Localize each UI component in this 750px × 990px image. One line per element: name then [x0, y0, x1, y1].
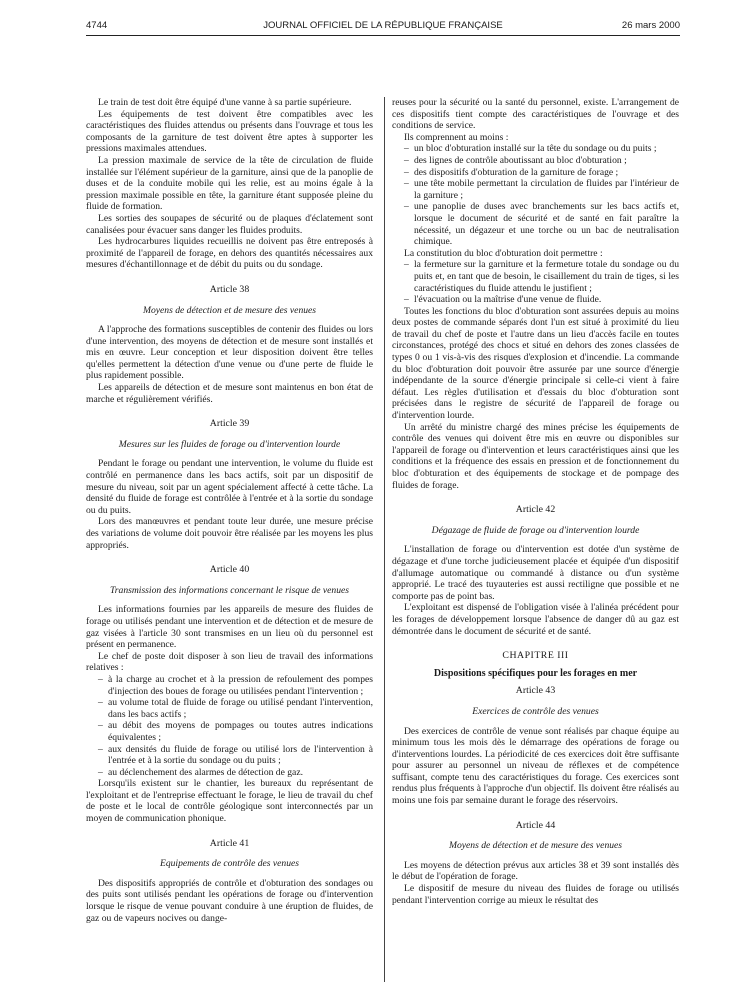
- article-39-subtitle: Mesures sur les fluides de forage ou d'intervention lourde: [118, 438, 341, 450]
- article-44-subtitle: Moyens de détection et de mesure des venues: [448, 840, 623, 852]
- list-item: – au volume total de fluide de forage ou utilisé pendant l'intervention, dans les bacs actifs ;: [98, 697, 373, 720]
- blowout-functions-list: [392, 259, 679, 305]
- paragraph: Des exercices de contrôle de venue sont réalisés par chaque équipe au minimum tous les mois dès le démarrage des opérations de forage ou d'interventions lourdes. La périodicité de ces exercices doit être suffisante pour assurer au personnel un niveau de réflexes et de compétence suffisant, compte tenu des caractéristiques du forage. Ces exercices sont rendus plus fréquents à l'approche d'un objectif. Ils doivent être réalisés au moins une fois par semaine durant le forage des réservoirs.: [392, 725, 679, 807]
- right-column: [392, 97, 679, 906]
- header-rule: [86, 35, 680, 36]
- list-item: – des lignes de contrôle aboutissant au bloc d'obturation ;: [404, 155, 679, 167]
- list-item: – la fermeture sur la garniture et la fermeture totale du sondage ou du puits et, en tant que de besoin, le cisaillement du train de tiges, si les caractéristiques du fluide attendu le justifient ;: [404, 259, 679, 294]
- list-item: – aux densités du fluide de forage ou utilisé lors de l'intervention à l'entrée et à la sortie du sondage ou du puits ;: [98, 744, 373, 767]
- equipment-list: [392, 143, 679, 247]
- column-divider: [384, 97, 385, 982]
- article-38-heading: Article 38: [209, 283, 250, 295]
- paragraph: Lors des manœuvres et pendant toute leur durée, une mesure précise des variations de volume doit pouvoir être réalisée par les moyens les plus appropriés.: [86, 516, 373, 551]
- information-list: [86, 674, 373, 778]
- article-44-heading: Article 44: [515, 819, 556, 831]
- list-item: – à la charge au crochet et à la pression de refoulement des pompes d'injection des boues de forage ou utilisées pendant l'intervention ;: [98, 674, 373, 697]
- paragraph: Les informations fournies par les appareils de mesure des fluides de forage ou utilisés pendant une intervention et de détection et de mesure de gaz visées à l'article 30 sont transmises en un lieu où du personnel est présent en permanence.: [86, 604, 373, 651]
- list-item: – une panoplie de duses avec branchements sur les bacs actifs et, lorsque le document de sécurité et de santé en fait paraître la nécessité, un dégazeur et une torche ou un bac de neutralisation chimique.: [404, 201, 679, 247]
- article-41-subtitle: Equipements de contrôle des venues: [159, 858, 300, 870]
- article-42-heading: Article 42: [515, 504, 556, 516]
- paragraph: Le dispositif de mesure du niveau des fluides de forage ou utilisés pendant l'intervention corrige au mieux le résultat des: [392, 883, 679, 906]
- paragraph: La pression maximale de service de la tête de circulation de fluide installée sur l'élément supérieur de la garniture, ainsi que de la panoplie de duses et de la conduite mobile qui les relie, est au moins égale à la pression maximale possible en tête, la garniture étant supposée pleine du fluide de formation.: [86, 154, 373, 213]
- paragraph: Les moyens de détection prévus aux articles 38 et 39 sont installés dès le début de l'opération de forage.: [392, 859, 679, 883]
- paragraph: Le chef de poste doit disposer à son lieu de travail des informations relatives :: [86, 650, 373, 674]
- article-43-heading: Article 43: [515, 685, 556, 697]
- paragraph: La constitution du bloc d'obturation doit permettre :: [404, 247, 603, 259]
- paragraph: Les équipements de test doivent être compatibles avec les caractéristiques des fluides attendus ou présents dans l'ouvrage et tous les composants de la garniture de test doivent être aptes à supporter les pressions maximales attendues.: [86, 108, 373, 155]
- list-item: – des dispositifs d'obturation de la garniture de forage ;: [404, 167, 679, 179]
- paragraph: Ils comprennent au moins :: [404, 131, 509, 143]
- list-item: – un bloc d'obturation installé sur la tête du sondage ou du puits ;: [404, 143, 679, 155]
- paragraph: reuses pour la sécurité ou la santé du personnel, existe. L'arrangement de ces dispositifs tient compte des caractéristiques de l'ouvrage et des conditions de service.: [392, 97, 679, 132]
- article-41-heading: Article 41: [209, 837, 250, 849]
- article-40-heading: Article 40: [209, 564, 250, 576]
- article-39-heading: Article 39: [209, 418, 250, 430]
- paragraph: Les sorties des soupapes de sécurité ou de plaques d'éclatement sont canalisées pour évacuer sans danger les fluides produits.: [86, 212, 373, 236]
- paragraph: L'exploitant est dispensé de l'obligation visée à l'alinéa précédent pour les forages de développement lorsque l'absence de danger dû au gaz est démontrée dans le document de sécurité et de santé.: [392, 602, 679, 637]
- chapter-title: Dispositions spécifiques pour les forages en mer: [433, 667, 638, 679]
- paragraph: Pendant le forage ou pendant une intervention, le volume du fluide est contrôlé en permanence dans les bacs actifs, soit par un dispositif de mesure du niveau, soit par un agent spécialement affecté à cette tâche. La densité du fluide de forage est contrôlée à l'entrée et à la sortie du sondage ou du puits.: [86, 458, 373, 516]
- paragraph: A l'approche des formations susceptibles de contenir des fluides ou lors d'une intervention, des moyens de détection et de mesure sont installés et mis en œuvre. Leur conception et leur disposition doivent être telles qu'elles permettent la détection d'une venue ou d'une perte de fluide le plus rapidement possible.: [86, 324, 373, 382]
- paragraph: Les appareils de détection et de mesure sont maintenus en bon état de marche et régulièrement vérifiés.: [86, 382, 373, 405]
- paragraph: L'installation de forage ou d'intervention est dotée d'un système de dégazage et d'une torche judicieusement placée et équipée d'un dispositif d'allumage automatique ou commandé à distance ou d'un système approprié. Le tracé des tuyauteries est aussi rectiligne que possible et ne comporte pas de point bas.: [392, 544, 679, 602]
- list-item: – l'évacuation ou la maîtrise d'une venue de fluide.: [404, 294, 679, 306]
- article-38-subtitle: Moyens de détection et de mesure des venues: [142, 304, 317, 316]
- journal-title: JOURNAL OFFICIEL DE LA RÉPUBLIQUE FRANÇAISE: [263, 20, 503, 31]
- article-40-subtitle: Transmission des informations concernant le risque de venues: [109, 584, 350, 596]
- chapter-label: CHAPITRE III: [502, 650, 569, 662]
- paragraph: Des dispositifs appropriés de contrôle et d'obturation des sondages ou des puits sont utilisés pendant les opérations de forage ou d'intervention lorsque le risque de venue pouvant conduire à une éruption de fluides, de gaz ou de vapeurs nocives ou dange-: [86, 877, 373, 924]
- paragraph: Toutes les fonctions du bloc d'obturation sont assurées depuis au moins deux postes de commande séparés dont l'un est situé à proximité du lieu de travail du chef de poste et l'autre dans un lieu d'accès facile en toutes circonstances, protégé des chocs et situé en dehors des zones classées de types 0 ou 1 vis-à-vis des risques d'explosion et d'incendie. La commande du bloc d'obturation doit pouvoir être assurée par une source d'énergie indépendante de la source d'énergie principale si celle-ci vient à faire défaut. Les règles d'utilisation et d'essais du bloc d'obturation sont précisées dans le registre de sécurité de l'appareil de forage ou d'intervention lourde.: [392, 305, 679, 422]
- issue-date: 26 mars 2000: [621, 20, 680, 31]
- page-number: 4744: [86, 20, 108, 31]
- article-42-subtitle: Dégazage de fluide de forage ou d'intervention lourde: [431, 524, 640, 536]
- paragraph: Les hydrocarbures liquides recueillis ne doivent pas être entreposés à proximité de l'appareil de forage, en dehors des quantités nécessaires aux mesures d'échantillonnage et de débit du puits ou du sondage.: [86, 236, 373, 271]
- paragraph: Un arrêté du ministre chargé des mines précise les équipements de contrôle des venues qui doivent être mis en œuvre ou disponibles sur l'appareil de forage ou d'intervention et leurs caractéristiques ainsi que les conditions et la fréquence des essais en pression et de fonctionnement du bloc d'obturation et des équipements de stockage et de pompage des fluides de forage.: [392, 421, 679, 491]
- paragraph: Le train de test doit être équipé d'une vanne à sa partie supérieure.: [98, 97, 352, 108]
- list-item: – au débit des moyens de pompages ou toutes autres indications équivalentes ;: [98, 720, 373, 743]
- list-item: – au déclenchement des alarmes de détection de gaz.: [98, 767, 373, 779]
- left-column: [86, 97, 373, 924]
- article-43-subtitle: Exercices de contrôle des venues: [472, 705, 599, 717]
- paragraph: Lorsqu'ils existent sur le chantier, les bureaux du représentant de l'exploitant et de l'entreprise effectuant le forage, le lieu de travail du chef de poste et le local de contrôle géologique sont interconnectés par un moyen de communication phonique.: [86, 778, 373, 825]
- list-item: – une tête mobile permettant la circulation de fluides par l'intérieur de la garniture ;: [404, 178, 679, 201]
